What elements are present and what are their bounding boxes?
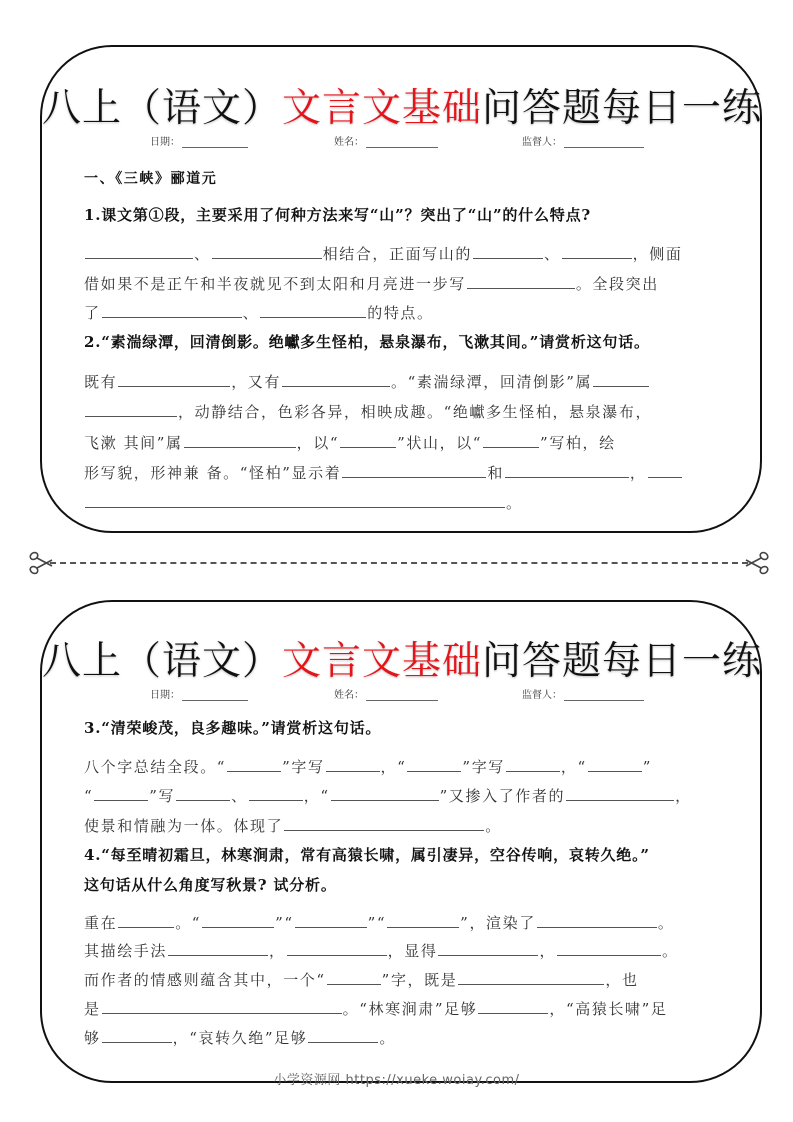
answer-blank[interactable] xyxy=(557,938,661,956)
date-blank[interactable] xyxy=(182,137,248,148)
supervisor-blank[interactable] xyxy=(564,137,644,148)
answer-blank[interactable] xyxy=(118,910,174,928)
date-label: 日期： xyxy=(150,690,180,701)
answer-blank[interactable] xyxy=(458,967,604,985)
title-prefix: 八上（语文） xyxy=(42,86,283,131)
dashed-line xyxy=(50,562,748,564)
worksheet-card-2 xyxy=(40,600,762,1083)
name-label: 姓名： xyxy=(334,690,364,701)
q3-answer-line-3: 使景和情融为一体。体现了 。 xyxy=(84,813,726,837)
question-4-line-2: 这句话从什么角度写秋景? 试分析。 xyxy=(84,876,337,894)
title-highlight: 文言文基础 xyxy=(282,639,483,684)
answer-blank[interactable] xyxy=(118,369,230,387)
answer-blank[interactable] xyxy=(467,271,575,289)
answer-blank[interactable] xyxy=(588,754,642,772)
supervisor-label: 监督人： xyxy=(522,690,562,701)
worksheet-card-1 xyxy=(40,45,762,533)
name-blank[interactable] xyxy=(366,137,438,148)
answer-blank[interactable] xyxy=(168,938,268,956)
question-1: 1.课文第①段，主要采用了何种方法来写“山”？突出了“山”的什么特点? xyxy=(84,206,591,224)
answer-blank[interactable] xyxy=(102,300,242,318)
q1-answer-line-2: 借如果不是正午和半夜就见不到太阳和月亮进一步写 。全段突出 xyxy=(84,271,726,295)
answer-blank[interactable] xyxy=(407,754,461,772)
answer-blank[interactable] xyxy=(326,754,380,772)
answer-blank[interactable] xyxy=(566,783,674,801)
q4-answer-line-2: 其描绘手法 ， ，显得 ， 。 xyxy=(84,938,726,962)
title-highlight: 文言文基础 xyxy=(282,86,483,131)
date-field[interactable] xyxy=(150,133,248,148)
answer-blank[interactable] xyxy=(202,910,274,928)
q3-answer-line-1: 八个字总结全段。“ ”字写 ，“ ”字写 ，“ ” xyxy=(84,754,726,778)
answer-blank[interactable] xyxy=(176,783,230,801)
answer-blank[interactable] xyxy=(331,783,439,801)
q2-answer-line-3: 飞漱 其间”属 ，以“ ”状山，以“ ”写柏，绘 xyxy=(84,430,726,454)
q4-answer-line-5: 够 ，“哀转久绝”足够 。 xyxy=(84,1025,726,1049)
q2-answer-line-1: 既有 ，又有 。“素湍绿潭，回清倒影”属 xyxy=(84,369,726,393)
q2-answer-line-2: ，动静结合，色彩各异，相映成趣。“绝巘多生怪柏，悬泉瀑布， xyxy=(84,399,726,423)
q3-answer-line-2: “ ”写 、 ，“ ”又掺入了作者的 ， xyxy=(84,783,726,807)
answer-blank[interactable] xyxy=(102,1025,172,1043)
title-prefix: 八上（语文） xyxy=(42,639,283,684)
name-label: 姓名： xyxy=(334,137,364,148)
answer-blank[interactable] xyxy=(593,369,649,387)
answer-blank[interactable] xyxy=(340,430,396,448)
name-field[interactable] xyxy=(334,133,438,148)
answer-blank[interactable] xyxy=(85,399,177,417)
worksheet-title xyxy=(42,77,763,133)
answer-blank[interactable] xyxy=(184,430,296,448)
q1-answer-line-3: 了 、 的特点。 xyxy=(84,300,726,324)
answer-blank[interactable] xyxy=(249,783,303,801)
supervisor-field[interactable] xyxy=(522,133,644,148)
answer-blank[interactable] xyxy=(282,369,390,387)
answer-blank[interactable] xyxy=(505,460,629,478)
q4-answer-line-1: 重在 。“ ”“ ”“ ”，渲染了 。 xyxy=(84,910,726,934)
answer-blank[interactable] xyxy=(212,241,322,259)
q2-answer-line-5: 。 xyxy=(84,490,726,514)
date-blank[interactable] xyxy=(182,690,248,701)
supervisor-blank[interactable] xyxy=(564,690,644,701)
title-suffix: 问答题每日一练 xyxy=(482,639,763,684)
answer-blank[interactable] xyxy=(473,241,543,259)
answer-blank[interactable] xyxy=(562,241,632,259)
worksheet-title xyxy=(42,630,763,686)
answer-blank[interactable] xyxy=(260,300,366,318)
section-heading: 一、《三峡》郦道元 xyxy=(84,171,218,187)
date-label: 日期： xyxy=(150,137,180,148)
q2-answer-line-4: 形写貌，形神兼 备。“怪柏”显示着 和 ， xyxy=(84,460,726,484)
question-3: 3.“清荣峻茂，良多趣味。”请赏析这句话。 xyxy=(84,719,382,737)
answer-blank[interactable] xyxy=(506,754,560,772)
answer-blank[interactable] xyxy=(295,910,367,928)
answer-blank[interactable] xyxy=(342,460,486,478)
answer-blank[interactable] xyxy=(387,910,459,928)
answer-blank[interactable] xyxy=(284,813,484,831)
answer-blank[interactable] xyxy=(327,967,381,985)
q4-answer-line-4: 是 。“林寒涧肃”足够 ，“高猿长啸”足 xyxy=(84,996,726,1020)
supervisor-field[interactable] xyxy=(522,686,644,701)
answer-blank[interactable] xyxy=(648,460,682,478)
watermark: 小学资源网 https://xueke.woiay.com/ xyxy=(273,1073,520,1088)
scissors-icon xyxy=(744,550,770,576)
question-4-line-1: 4.“每至晴初霜旦，林寒涧肃，常有高猿长啸，属引凄异，空谷传响，哀转久绝。” xyxy=(84,846,650,864)
question-2: 2.“素湍绿潭，回清倒影。绝巘多生怪柏，悬泉瀑布，飞漱其间。”请赏析这句话。 xyxy=(84,333,650,351)
name-field[interactable] xyxy=(334,686,438,701)
title-suffix: 问答题每日一练 xyxy=(482,86,763,131)
answer-blank[interactable] xyxy=(308,1025,378,1043)
q1-answer-line-1: 、 相结合，正面写山的 、 ，侧面 xyxy=(84,241,726,265)
name-blank[interactable] xyxy=(366,690,438,701)
answer-blank[interactable] xyxy=(478,996,548,1014)
date-field[interactable] xyxy=(150,686,248,701)
answer-blank[interactable] xyxy=(483,430,539,448)
answer-blank[interactable] xyxy=(85,490,505,508)
cut-line xyxy=(28,548,770,578)
answer-blank[interactable] xyxy=(102,996,342,1014)
q4-answer-line-3: 而作者的情感则蕴含其中，一个“ ”字，既是 ，也 xyxy=(84,967,726,991)
answer-blank[interactable] xyxy=(85,241,193,259)
answer-blank[interactable] xyxy=(537,910,657,928)
answer-blank[interactable] xyxy=(438,938,538,956)
answer-blank[interactable] xyxy=(287,938,387,956)
answer-blank[interactable] xyxy=(227,754,281,772)
supervisor-label: 监督人： xyxy=(522,137,562,148)
answer-blank[interactable] xyxy=(94,783,148,801)
